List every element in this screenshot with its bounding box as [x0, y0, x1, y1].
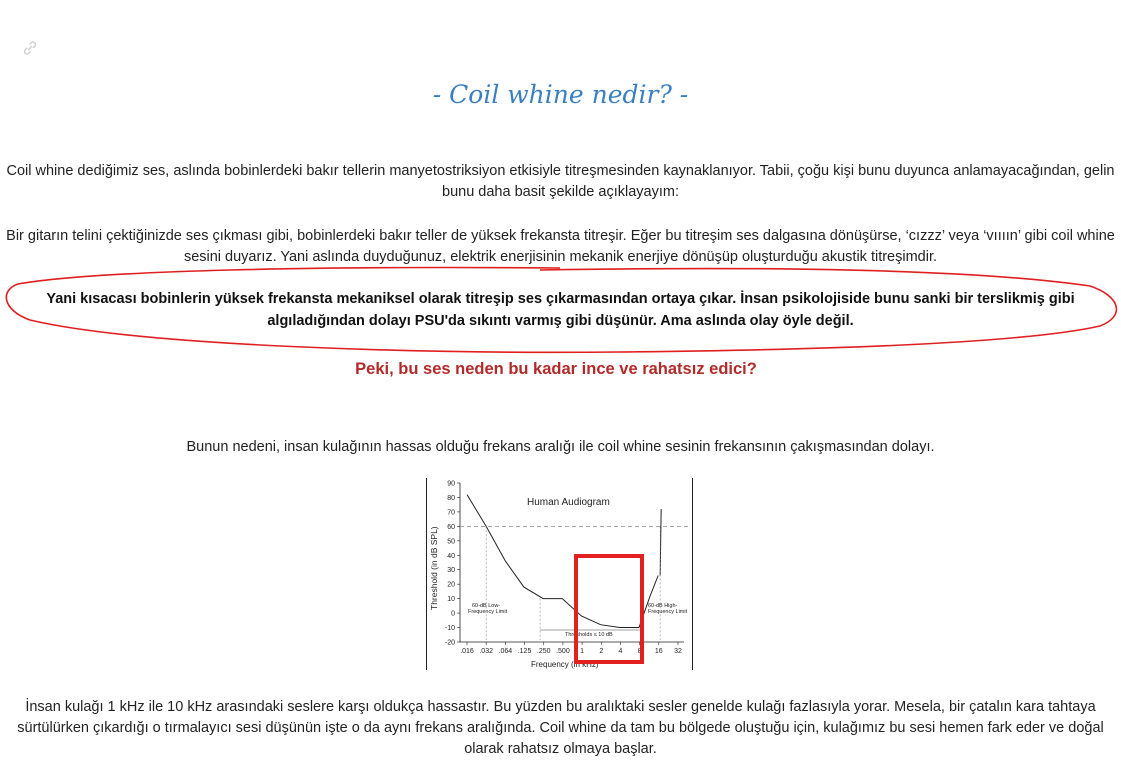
paragraph-reason: Bunun nedeni, insan kulağının hassas olduğu frekans aralığı ile coil whine sesinin frekansının çakışmasından dolayı. [186, 439, 935, 455]
y-tick-label: 20 [447, 581, 455, 589]
low-limit-label-2: Frequency Limit [468, 609, 508, 615]
y-tick-label: 60 [447, 523, 455, 531]
threshold-label: Thresholds ≤ 10 dB [565, 632, 613, 638]
y-tick-label: -20 [444, 639, 455, 647]
x-tick-label: 1 [580, 648, 585, 655]
paragraph-sensitivity: İnsan kulağı 1 kHz ile 10 kHz arasındaki seslere karşı oldukça hassastır. Bu yüzden bu aralıktaki sesler genelde kulağı fazlasıyla yorar. Mesela, bir çatalın kara tahtaya sürtülürken çıkardığı o tırmalayıcı sesi düşünün işte o da aynı frekans aralığında. Coil whine da tam bu bölgede oluştuğu için, kulağımız bu sesi hemen fark eder ve doğal olarak rahatsız olmaya başlar. [17, 699, 1104, 757]
x-tick-label: .125 [517, 648, 532, 655]
y-tick-label: -10 [444, 625, 455, 633]
x-tick-label: 4 [618, 648, 623, 655]
paragraph-guitar: Bir gitarın telini çektiğinizde ses çıkması gibi, bobinlerdeki bakır teller de yüksek frekansta titreşir. Eğer bu titreşim ses dalgasına dönüşürse, ‘cızzz’ veya ‘vıııın’ gibi coil whine sesini duyarız. Yani aslında duyduğunuz, elektrik enerjisinin mekanik enerjiye dönüşüp oluşturduğu akustik titreşimdir. [6, 228, 1115, 265]
x-tick-label: .250 [536, 648, 551, 655]
y-tick-label: 40 [447, 552, 455, 560]
x-tick-label: .500 [556, 648, 570, 655]
audiogram-figure [426, 478, 693, 670]
x-tick-label: 2 [599, 648, 604, 655]
frequency-highlight-box [574, 554, 644, 664]
high-limit-label-1: 60-dB High- [648, 603, 678, 609]
audiogram-line-rise [660, 509, 661, 575]
link-icon[interactable] [22, 40, 38, 56]
article-title: - Coil whine nedir? - [432, 80, 689, 109]
y-tick-label: 10 [447, 596, 455, 604]
chart-ylabel: Threshold (in dB SPL) [429, 526, 439, 610]
audiogram-chart [427, 478, 692, 670]
y-tick-label: 70 [447, 509, 455, 517]
y-tick-label: 30 [447, 567, 455, 575]
high-limit-label-2: Frequency Limit [648, 609, 688, 615]
x-tick-label: 8 [637, 648, 642, 655]
chart-title: Human Audiogram [527, 497, 610, 508]
paragraph-intro: Coil whine dediğimiz ses, aslında bobinlerdeki bakır tellerin manyetostriksiyon etkisiyle titreşmesinden kaynaklanıyor. Tabii, çoğu kişi bunu duyunca anlamayacağından, gelin bunu daha basit şekilde açıklayayım: [6, 163, 1115, 200]
x-tick-label: .032 [479, 648, 493, 655]
chart-xlabel: Frequency (in kHz) [531, 660, 599, 669]
x-tick-label: .064 [498, 648, 513, 655]
summary-bold-paragraph: Yani kısacası bobinlerin yüksek frekansta mekaniksel olarak titreşip ses çıkarmasından ortaya çıkar. İnsan psikolojiside bunu sanki bir terslikmiş gibi algıladığından dolayı PSU'da sıkıntı varmış gibi düşünür. Ama aslında olay öyle değil. [46, 291, 1075, 329]
y-tick-label: 0 [451, 610, 455, 618]
y-tick-label: 80 [447, 494, 455, 502]
low-limit-label-1: 60-dB Low- [472, 603, 501, 609]
y-tick-label: 50 [447, 538, 455, 546]
section-subtitle: Peki, bu ses neden bu kadar ince ve rahatsız edici? [355, 360, 757, 378]
x-tick-label: 16 [654, 648, 663, 655]
x-tick-label: 32 [674, 648, 682, 655]
x-tick-label: .016 [460, 648, 474, 655]
y-tick-label: 90 [447, 480, 455, 488]
